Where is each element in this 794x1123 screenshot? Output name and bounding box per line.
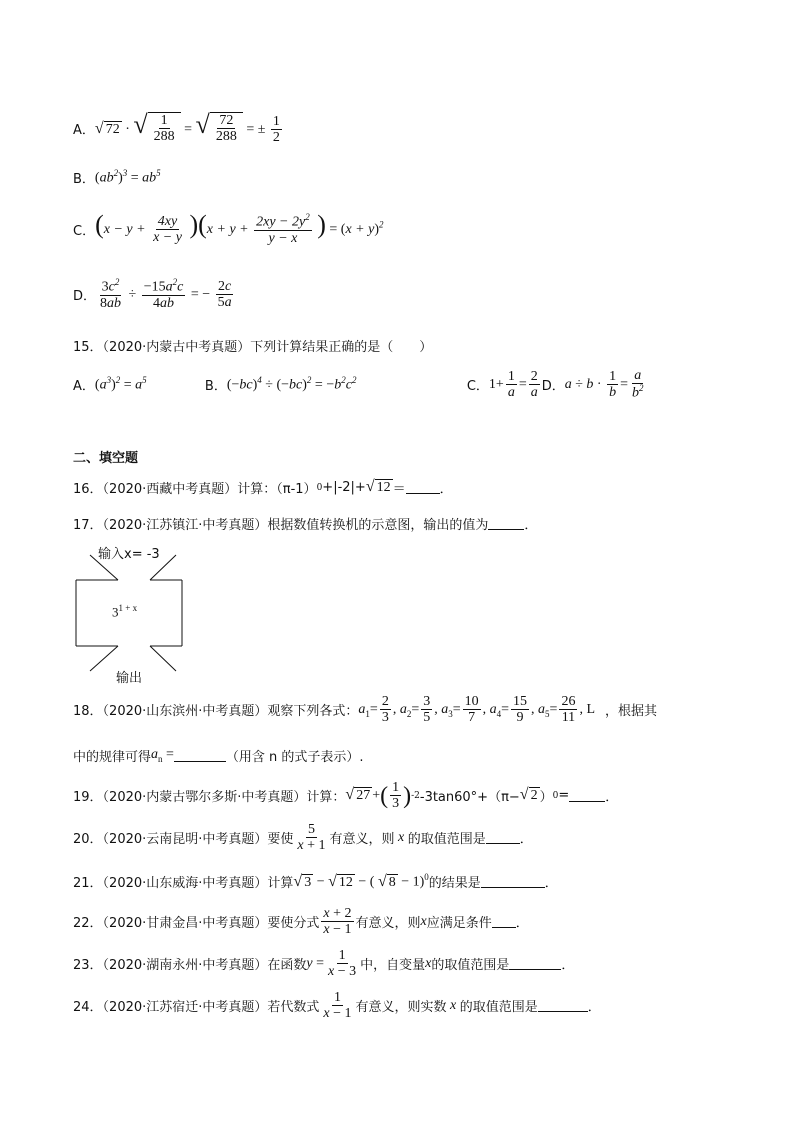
q18-answer-blank[interactable] xyxy=(174,749,226,762)
q15-d-formula: a ÷ b · $\frac{1}{b}$ = $\frac{a}{b^2}$ xyxy=(564,368,644,402)
input-label: 输入x= -3 xyxy=(98,547,160,562)
q16: 16．（2020·西藏中考真题）计算：（π-1） 0 +|-2|+ √ 12 ＝ ． xyxy=(73,478,453,497)
q23: 23．（2020·湖南永州·中考真题）在函数 y = $\frac{1}{x - 3}$ 中，自变量 x 的取值范围是 ． xyxy=(73,948,575,980)
q18-sequence: $a_1=$ $\frac{2}{3}$ , $a_2=$ $\frac{3}{5}$ , $a_3=$ $\frac{10}{7}$ , $a_4=$ $\frac{15}{9}$ , $a_5=$ $\frac{26}{11}$ , L xyxy=(358,694,595,726)
output-funnel-left xyxy=(90,646,118,671)
output-label: 输出 xyxy=(116,671,143,686)
q15-stem: 15．（2020·内蒙古中考真题）下列计算结果正确的是（ ） xyxy=(73,340,433,355)
q17-answer-blank[interactable] xyxy=(488,517,524,530)
q21-formula: √ 3 − √ 12 − ( √ 8 − 1)$^0$ xyxy=(293,872,429,890)
q14-b-formula: $(ab^2)^3 = ab^5$ xyxy=(94,168,161,186)
q17: 17．（2020·江苏镇江·中考真题）根据数值转换机的示意图，输出的值为 ． xyxy=(73,518,538,533)
q18-line1: 18．（2020·山东滨州·中考真题）观察下列各式： $a_1=$ $\frac{2}{3}$ , $a_2=$ $\frac{3}{5}$ , $a_3=$ $\frac{10}{7}$ , $a_4=$ $\frac{15}{9}$ , $a_5=$ $\frac{26}{11}$ , L ，根据其 xyxy=(73,694,658,726)
q21: 21．（2020·山东威海·中考真题）计算 √ 3 − √ 12 − ( √ 8 − 1)$^0$ 的结果是 ． xyxy=(73,872,558,891)
q23-answer-blank[interactable] xyxy=(509,957,561,970)
q22-answer-blank[interactable] xyxy=(492,915,516,928)
q21-answer-blank[interactable] xyxy=(481,875,545,888)
q14-a-formula: √ 72 · √ $\frac{1}{288}$ = √ $\frac{72}{288}$ = ± $\frac{1}{2}$ xyxy=(94,110,280,146)
q15-a-formula: $(a^3)^2 = a^5$ xyxy=(94,375,147,394)
q14-option-d: D． $\frac{3c^2}{8ab}$ ÷ $\frac{-15a^2c}{4ab}$ = − $\frac{2c}{5a}$ xyxy=(73,278,236,311)
section-heading-fill-in: 二、填空题 xyxy=(73,451,139,466)
q14-c-formula: (x − y + $\frac{4xy}{x - y}$ )(x + y + $\frac{2xy - 2y^2}{y - x}$ ) = $(x + y)^2$ xyxy=(95,210,384,247)
q18-line2: 中的规律可得 $a_n$ = （用含 n 的式子表示）. xyxy=(73,747,364,765)
machine-formula: $3^{1 + x}$ xyxy=(112,603,138,620)
q14-option-b: B． $(ab^2)^3 = ab^5$ xyxy=(73,168,161,187)
q24: 24．（2020·江苏宿迁·中考真题）若代数式 $\frac{1}{x - 1}$ 有意义，则实数 x 的取值范围是 ． xyxy=(73,990,601,1022)
conversion-machine-diagram xyxy=(70,543,200,688)
q16-answer-blank[interactable] xyxy=(406,481,440,494)
q19-answer-blank[interactable] xyxy=(569,789,605,802)
q14-option-c: C． (x − y + $\frac{4xy}{x - y}$ )(x + y + $\frac{2xy - 2y^2}{y - x}$ ) = $(x + y)^2$ xyxy=(73,210,384,247)
q14-option-a: A． √ 72 · √ $\frac{1}{288}$ = √ $\frac{72}{288}$ = ± $\frac{1}{2}$ xyxy=(73,112,284,146)
q24-answer-blank[interactable] xyxy=(538,999,588,1012)
q22: 22．（2020·甘肃金昌·中考真题）要使分式 $\frac{x + 2}{x - 1}$ 有意义，则 x 应满足条件 ． xyxy=(73,906,529,938)
q20-answer-blank[interactable] xyxy=(486,831,520,844)
q20: 20．（2020·云南昆明·中考真题）要使 $\frac{5}{x + 1}$ 有意义，则 x 的取值范围是 ． xyxy=(73,822,533,854)
q19: 19．（2020·内蒙古鄂尔多斯·中考真题）计算： √ 27 + ( $\frac{1}{3}$ ) -2 -3tan60°+（π− √ 2 ） 0 = ． xyxy=(73,780,619,812)
q15-options: A． $(a^3)^2 = a^5$ B． $(-bc)^4 \div (-bc)^2 = -b^2c^2$ C． 1+ $\frac{1}{a}$ = $\frac{2}{a}$ D． a ÷ b · $\frac{1}{b}$ = $\frac{a}{b^2}$ xyxy=(73,368,713,401)
q15-b-formula: $(-bc)^4 \div (-bc)^2 = -b^2c^2$ xyxy=(226,375,357,394)
q14-d-formula: $\frac{3c^2}{8ab}$ ÷ $\frac{-15a^2c}{4ab}$ = − $\frac{2c}{5a}$ xyxy=(100,277,232,312)
output-funnel-right xyxy=(150,646,176,671)
q15-c-formula: 1+ $\frac{1}{a}$ = $\frac{2}{a}$ xyxy=(488,368,538,401)
